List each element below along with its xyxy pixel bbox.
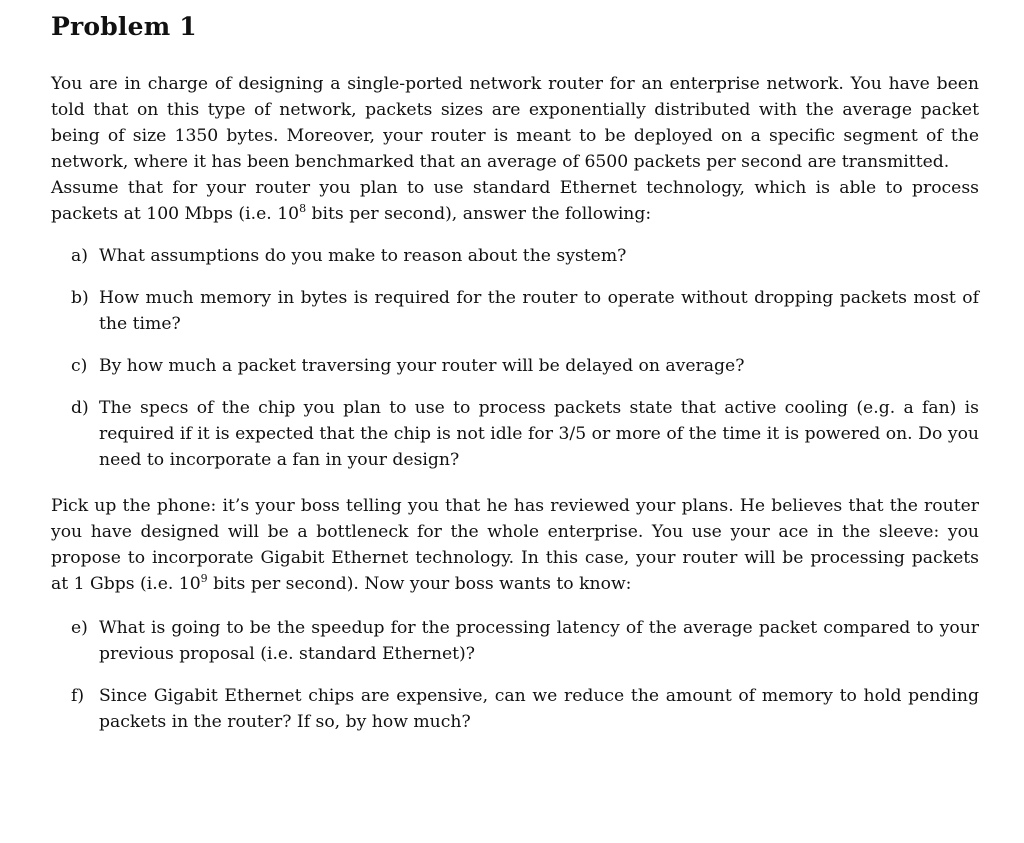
question-label: d): [71, 398, 89, 418]
question-text: By how much a packet traversing your router will be delayed on average?: [99, 356, 745, 376]
intro-paragraph-2: [51, 175, 979, 227]
intro-paragraph-2-start: Assume that for your router you plan to use standard Ethernet technology, which is able to process packets at 100 Mbps (i.e. 10: [51, 178, 979, 224]
question-text: Since Gigabit Ethernet chips are expensive, can we reduce the amount of memory to hold pending packets in the router? If so, by how much?: [99, 686, 979, 732]
question-label: f): [71, 686, 85, 706]
question-text: The specs of the chip you plan to use to process packets state that active cooling (e.g. a fan) is required if it is expected that the chip is not idle for 3/5 or more of the time it is powered on. Do you need to incorporate a fan in your design?: [99, 398, 979, 470]
followup-paragraph: [51, 493, 979, 597]
problem-document: [51, 0, 979, 735]
question-c: [51, 353, 979, 379]
problem-title: Problem 1: [51, 12, 197, 41]
intro-paragraph-2-end: bits per second), answer the following:: [306, 204, 652, 224]
question-label: a): [71, 246, 88, 266]
question-a: [51, 243, 979, 269]
question-text: How much memory in bytes is required for the router to operate without dropping packets most of the time?: [99, 288, 979, 334]
followup-start: Pick up the phone: it’s your boss telling you that he has reviewed your plans. He believes that the router you have designed will be a bottleneck for the whole enterprise. You use your ace in the sleeve: you propose to incorporate Gigabit Ethernet technology. In this case, your router will be processing packets at 1 Gbps (i.e. 10: [51, 496, 979, 594]
question-d: [51, 395, 979, 473]
question-text: What is going to be the speedup for the processing latency of the average packet compared to your previous proposal (i.e. standard Ethernet)?: [99, 618, 979, 664]
exponent-8: 8: [299, 202, 307, 215]
question-b: [51, 285, 979, 337]
question-list-1: [51, 243, 979, 473]
question-label: c): [71, 356, 88, 376]
question-label: e): [71, 618, 88, 638]
followup-end: bits per second). Now your boss wants to know:: [207, 574, 632, 594]
exponent-9: 9: [200, 572, 208, 585]
question-f: [51, 683, 979, 735]
question-e: [51, 615, 979, 667]
intro-paragraph-1: You are in charge of designing a single-ported network router for an enterprise network. You have been told that on this type of network, packets sizes are exponentially distributed with the average packet being of size 1350 bytes. Moreover, your router is meant to be deployed on a specific segment of the network, where it has been benchmarked that an average of 6500 packets per second are transmitted.: [51, 74, 979, 172]
question-label: b): [71, 288, 89, 308]
question-text: What assumptions do you make to reason about the system?: [99, 246, 627, 266]
question-list-2: [51, 615, 979, 735]
